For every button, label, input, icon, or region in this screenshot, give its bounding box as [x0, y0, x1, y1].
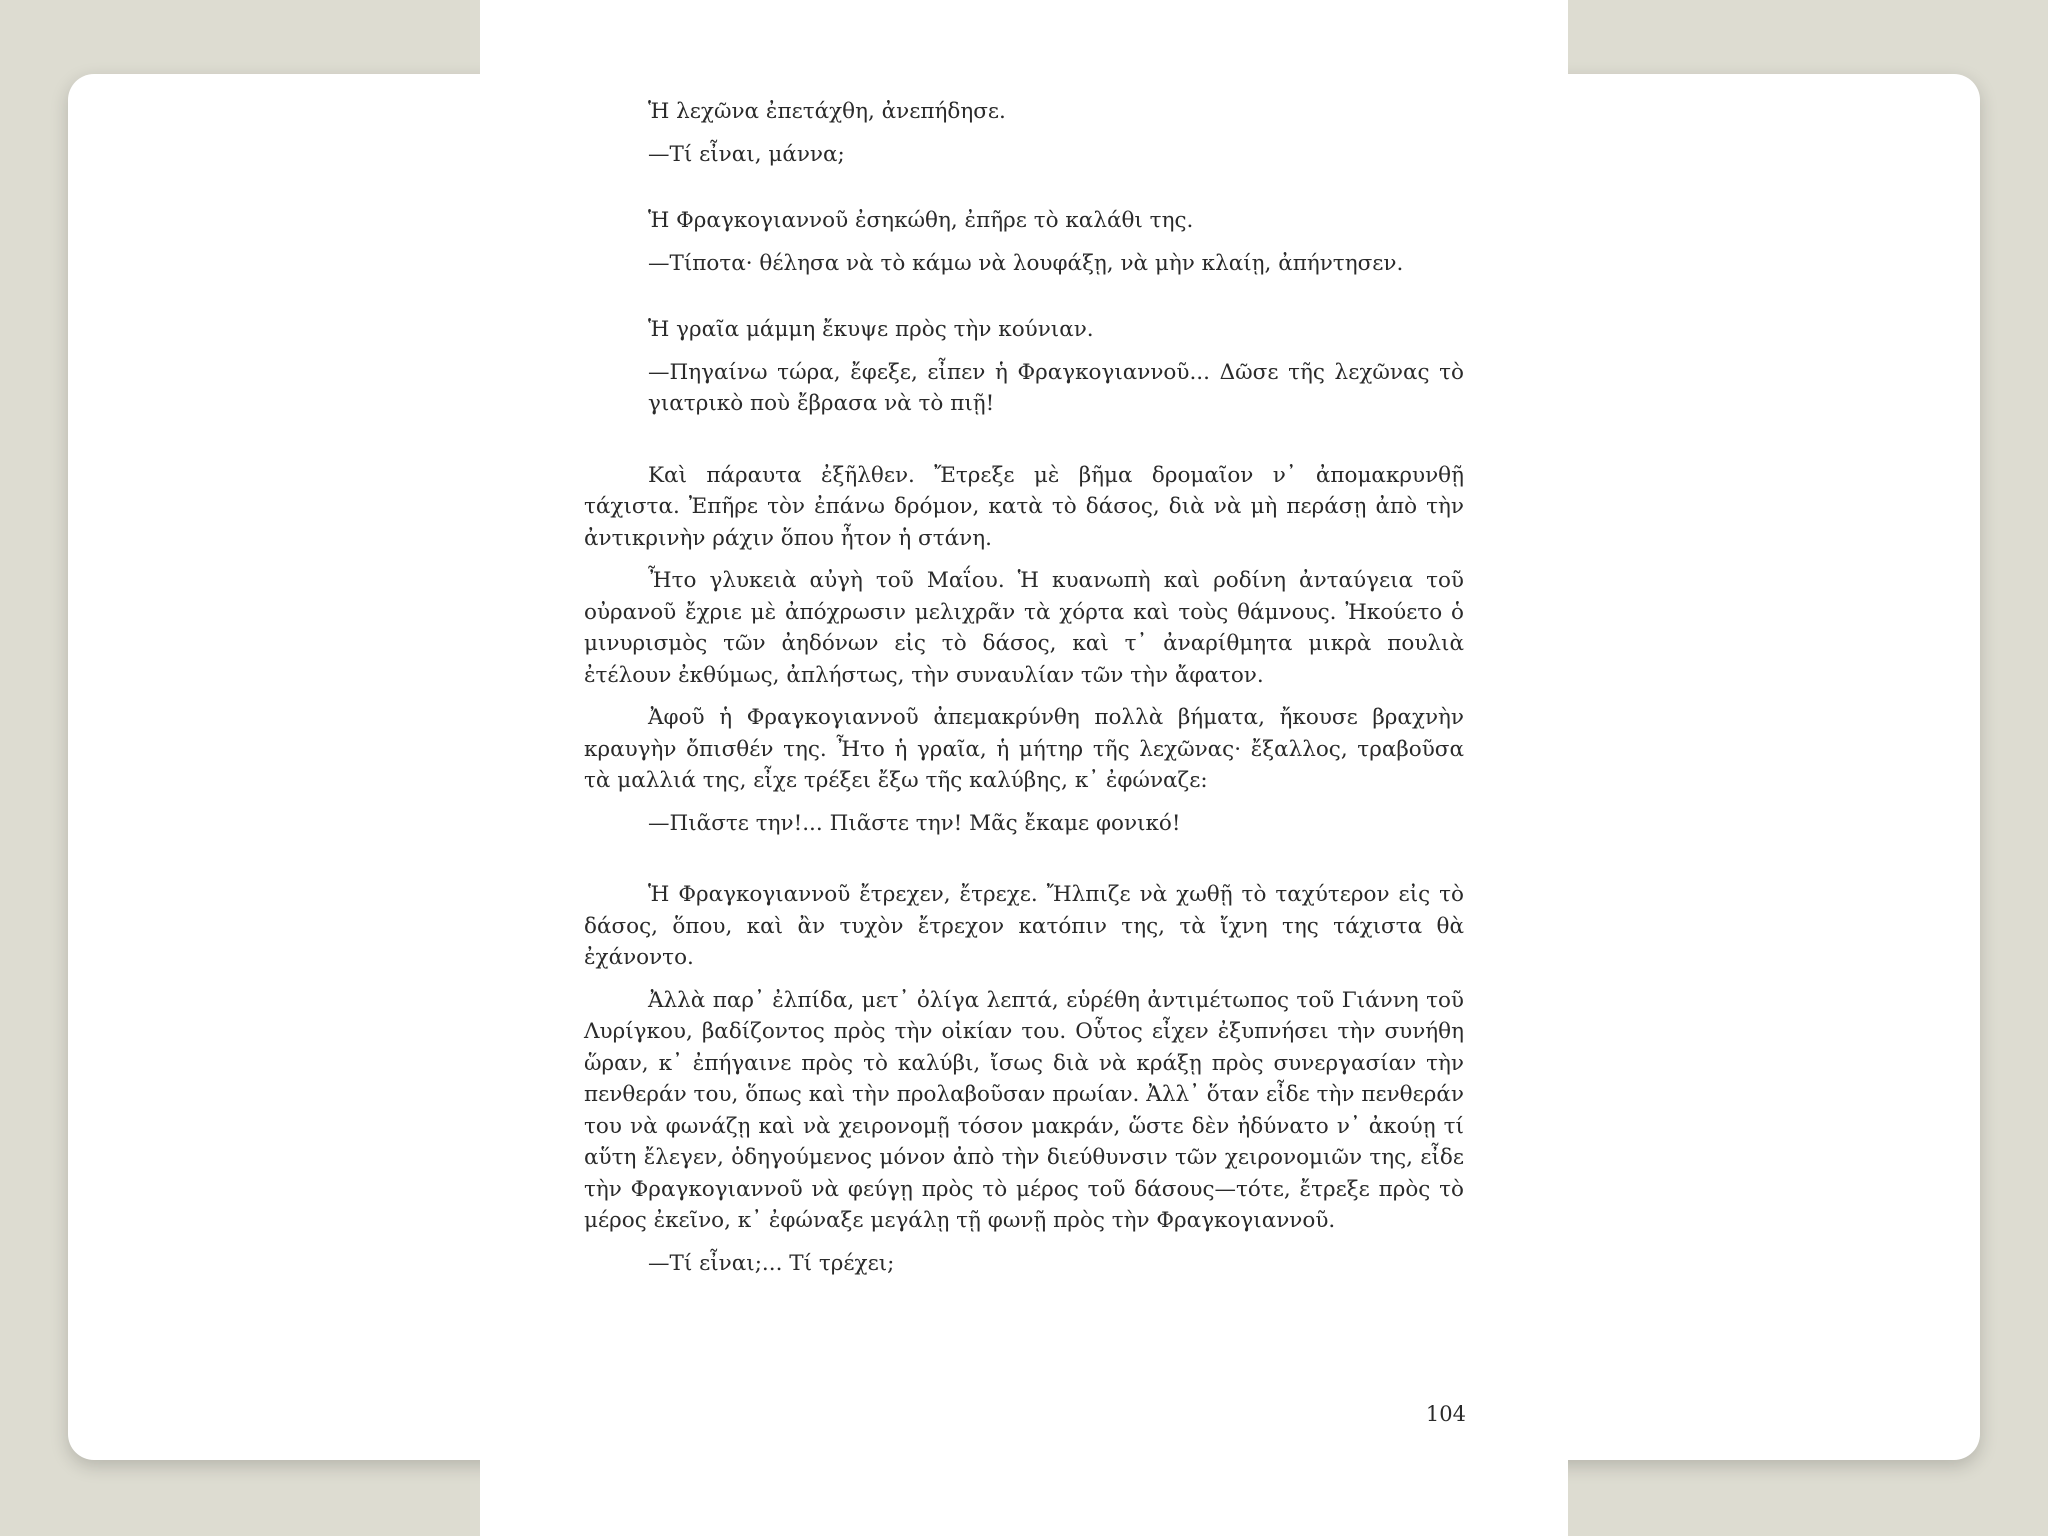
- paragraph: Ἦτο γλυκειὰ αὐγὴ τοῦ Μαΐου. Ἡ κυανωπὴ καὶ ροδίνη ἀνταύγεια τοῦ οὐρανοῦ ἔχριε μὲ ἀπόχρωσιν μελιχρᾶν τὰ χόρτα καὶ τοὺς θάμνους. Ἠκούετο ὁ μινυρισμὸς τῶν ἀηδόνων εἰς τὸ δάσος, καὶ τ᾽ ἀναρίθμητα μικρὰ πουλιὰ ἐτέλουν ἐκθύμως, ἀπλήστως, τὴν συναυλίαν τῶν τὴν ἄφατον.: [584, 568, 1464, 688]
- page-number: 104: [1425, 1402, 1466, 1426]
- dialogue-line: —Πιᾶστε την!... Πιᾶστε την! Μᾶς ἔκαμε φονικό!: [648, 810, 1181, 836]
- paragraph: Ἡ λεχῶνα ἐπετάχθη, ἀνεπήδησε.: [648, 99, 1006, 124]
- dialogue-line: —Τίποτα· θέλησα νὰ τὸ κάμω νὰ λουφάξῃ, νὰ μὴν κλαίῃ, ἀπήντησεν.: [648, 250, 1404, 276]
- dialogue-line: —Τί εἶναι;... Τί τρέχει;: [648, 1250, 895, 1276]
- dialogue-line: —Τί εἶναι, μάννα;: [648, 141, 845, 167]
- dialogue-line: —Πηγαίνω τώρα, ἔφεξε, εἶπεν ἡ Φραγκογιαννοῦ... Δῶσε τῆς λεχῶνας τὸ γιατρικὸ ποὺ ἔβρασα νὰ τὸ πιῇ!: [648, 359, 1464, 416]
- paragraph: Ἀφοῦ ἡ Φραγκογιαννοῦ ἀπεμακρύνθη πολλὰ βήματα, ἤκουσε βραχνὴν κραυγὴν ὄπισθέν της. Ἦτο ἡ γραῖα, ἡ μήτηρ τῆς λεχῶνας· ἔξαλλος, τραβοῦσα τὰ μαλλιά της, εἶχε τρέξει ἔξω τῆς καλύβης, κ᾽ ἐφώναζε:: [584, 705, 1464, 793]
- paragraph: Ἀλλὰ παρ᾽ ἐλπίδα, μετ᾽ ὀλίγα λεπτά, εὑρέθη ἀντιμέτωπος τοῦ Γιάννη τοῦ Λυρίγκου, βαδίζοντος πρὸς τὴν οἰκίαν του. Οὗτος εἶχεν ἐξυπνήσει τὴν συνήθη ὥραν, κ᾽ ἐπήγαινε πρὸς τὸ καλύβι, ἴσως διὰ νὰ κράξῃ πρὸς συνεργασίαν τὴν πενθεράν του, ὅπως καὶ τὴν προλαβοῦσαν πρωίαν. Ἀλλ᾽ ὅταν εἶδε τὴν πενθεράν του νὰ φωνάζῃ καὶ νὰ χειρονομῇ τόσον μακράν, ὥστε δὲν ἠδύνατο ν᾽ ἀκούῃ τί αὕτη ἔλεγεν, ὁδηγούμενος μόνον ἀπὸ τὴν διεύθυνσιν τῶν χειρονομιῶν της, εἶδε τὴν Φραγκογιαννοῦ νὰ φεύγῃ πρὸς τὸ μέρος τοῦ δάσους—τότε, ἔτρεξε πρὸς τὸ μέρος ἐκεῖνο, κ᾽ ἐφώναξε μεγάλῃ τῇ φωνῇ πρὸς τὴν Φραγκογιαννοῦ.: [584, 987, 1464, 1233]
- paragraph: Καὶ πάραυτα ἐξῆλθεν. Ἔτρεξε μὲ βῆμα δρομαῖον ν᾽ ἀπομακρυνθῇ τάχιστα. Ἐπῆρε τὸν ἐπάνω δρόμον, κατὰ τὸ δάσος, διὰ νὰ μὴ περάσῃ ἀπὸ τὴν ἀντικρινὴν ράχιν ὅπου ἦτον ἡ στάνη.: [584, 462, 1464, 551]
- page-body: [584, 96, 1464, 1279]
- paragraph: Ἡ γραῖα μάμμη ἔκυψε πρὸς τὴν κούνιαν.: [648, 317, 1094, 342]
- book-page: [480, 0, 1568, 1536]
- paragraph: Ἡ Φραγκογιαννοῦ ἐσηκώθη, ἐπῆρε τὸ καλάθι της.: [648, 208, 1194, 233]
- paragraph: Ἡ Φραγκογιαννοῦ ἔτρεχεν, ἔτρεχε. Ἤλπιζε νὰ χωθῇ τὸ ταχύτερον εἰς τὸ δάσος, ὅπου, καὶ ἂν τυχὸν ἔτρεχον κατόπιν της, τὰ ἴχνη της τάχιστα θὰ ἐχάνοντο.: [584, 882, 1464, 970]
